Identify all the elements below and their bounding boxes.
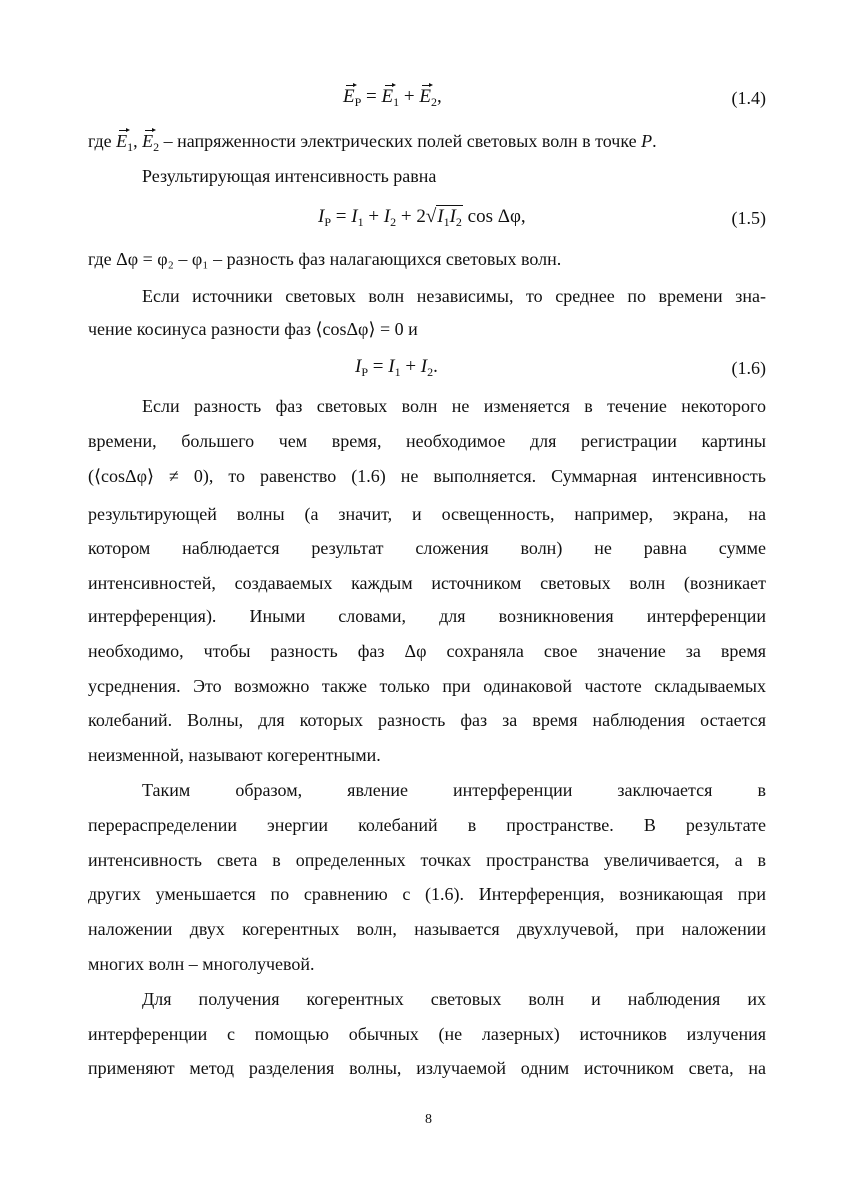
text: P bbox=[641, 131, 653, 151]
sub: 1 bbox=[357, 215, 364, 229]
text-line: результирующей волны (а значит, и освещенность, например, экрана, на bbox=[88, 504, 766, 524]
text-line: применяют метод разделения волны, излучаемой одним источником света, на bbox=[88, 1058, 766, 1078]
text: . bbox=[652, 131, 657, 151]
equation-number: (1.6) bbox=[731, 358, 766, 378]
sub: P bbox=[354, 95, 362, 109]
text-line: Результирующая интенсивность равна bbox=[142, 166, 437, 186]
vector-e: E bbox=[142, 131, 154, 151]
sub: 1 bbox=[394, 365, 401, 379]
vector-e: E bbox=[116, 131, 128, 151]
sub: 2 bbox=[427, 365, 434, 379]
text-line: перераспределении энергии колебаний в пространстве. В результате bbox=[88, 815, 766, 835]
text-line: Таким образом, явление интерференции заключается в bbox=[142, 780, 766, 800]
vector-e: E bbox=[419, 86, 431, 107]
text-line: наложении двух когерентных волн, называется двухлучевой, при наложении bbox=[88, 919, 766, 939]
sub: P bbox=[324, 215, 332, 229]
text-line: где Δφ = φ₂ – φ₁ – разность фаз налагающихся световых волн. bbox=[88, 249, 562, 269]
text-line: (⟨cosΔφ⟩ ≠ 0), то равенство (1.6) не выполняется. Суммарная интенсивность bbox=[88, 466, 766, 486]
sub: 1 bbox=[443, 215, 450, 229]
text: – напряженности электрических полей световых волн в точке bbox=[163, 131, 637, 151]
text-line: времени, большего чем время, необходимое для регистрации картины bbox=[88, 431, 766, 451]
text-line: необходимо, чтобы разность фаз Δφ сохраняла свое значение за время bbox=[88, 641, 766, 661]
vector-e: E bbox=[381, 86, 394, 107]
text-line: где $E_1$, $E_2$ – напряженности электрических полей световых волн в точке P. bbox=[88, 131, 657, 154]
sub: 2 bbox=[390, 215, 397, 229]
equation-1-5: $I_P = I_1 + I_2 + 2√I_1I_2$ cos Δφ, bbox=[318, 206, 526, 229]
text-line: Если разность фаз световых волн не изменяется в течение некоторого bbox=[142, 396, 766, 416]
text-line: Если источники световых волн независимы, то среднее по времени зна- bbox=[142, 286, 766, 306]
text-line: неизменной, называют когерентными. bbox=[88, 745, 381, 765]
equation-number: (1.4) bbox=[731, 88, 766, 108]
sub: 2 bbox=[430, 95, 437, 109]
text-line: других уменьшается по сравнению с (1.6). Интерференция, возникающая при bbox=[88, 884, 766, 904]
equation-1-6: $I_P = I_1 + I_2$. bbox=[355, 356, 438, 379]
text-line: чение косинуса разности фаз ⟨cosΔφ⟩ = 0 и bbox=[88, 319, 418, 339]
text-line: интенсивность света в определенных точках пространства увеличивается, а в bbox=[88, 850, 766, 870]
text-line: котором наблюдается результат сложения волн) не равна сумме bbox=[88, 538, 766, 558]
sub: 2 bbox=[153, 140, 160, 154]
equation-1-4: $E_P = E_1 + E_2$, bbox=[343, 86, 442, 109]
text-line: Для получения когерентных световых волн и наблюдения их bbox=[142, 989, 766, 1009]
text-line: интерференции с помощью обычных (не лазерных) источников излучения bbox=[88, 1024, 766, 1044]
sub: 1 bbox=[127, 140, 134, 154]
text: где bbox=[88, 131, 112, 151]
text-line: интерференция). Иными словами, для возникновения интерференции bbox=[88, 606, 766, 626]
sub: P bbox=[361, 365, 369, 379]
sub: 2 bbox=[455, 215, 462, 229]
vector-e: E bbox=[343, 86, 355, 107]
text-line: колебаний. Волны, для которых разность фаз за время наблюдения остается bbox=[88, 710, 766, 730]
text-line: усреднения. Это возможно также только при одинаковой частоте складываемых bbox=[88, 676, 766, 696]
text: cos Δφ, bbox=[462, 206, 526, 227]
text-line: многих волн – многолучевой. bbox=[88, 954, 315, 974]
text: + 2 bbox=[396, 206, 426, 227]
text-line: интенсивностей, создаваемых каждым источником световых волн (возникает bbox=[88, 573, 766, 593]
equation-number: (1.5) bbox=[731, 208, 766, 228]
page-number: 8 bbox=[425, 1112, 432, 1127]
sub: 1 bbox=[393, 95, 400, 109]
